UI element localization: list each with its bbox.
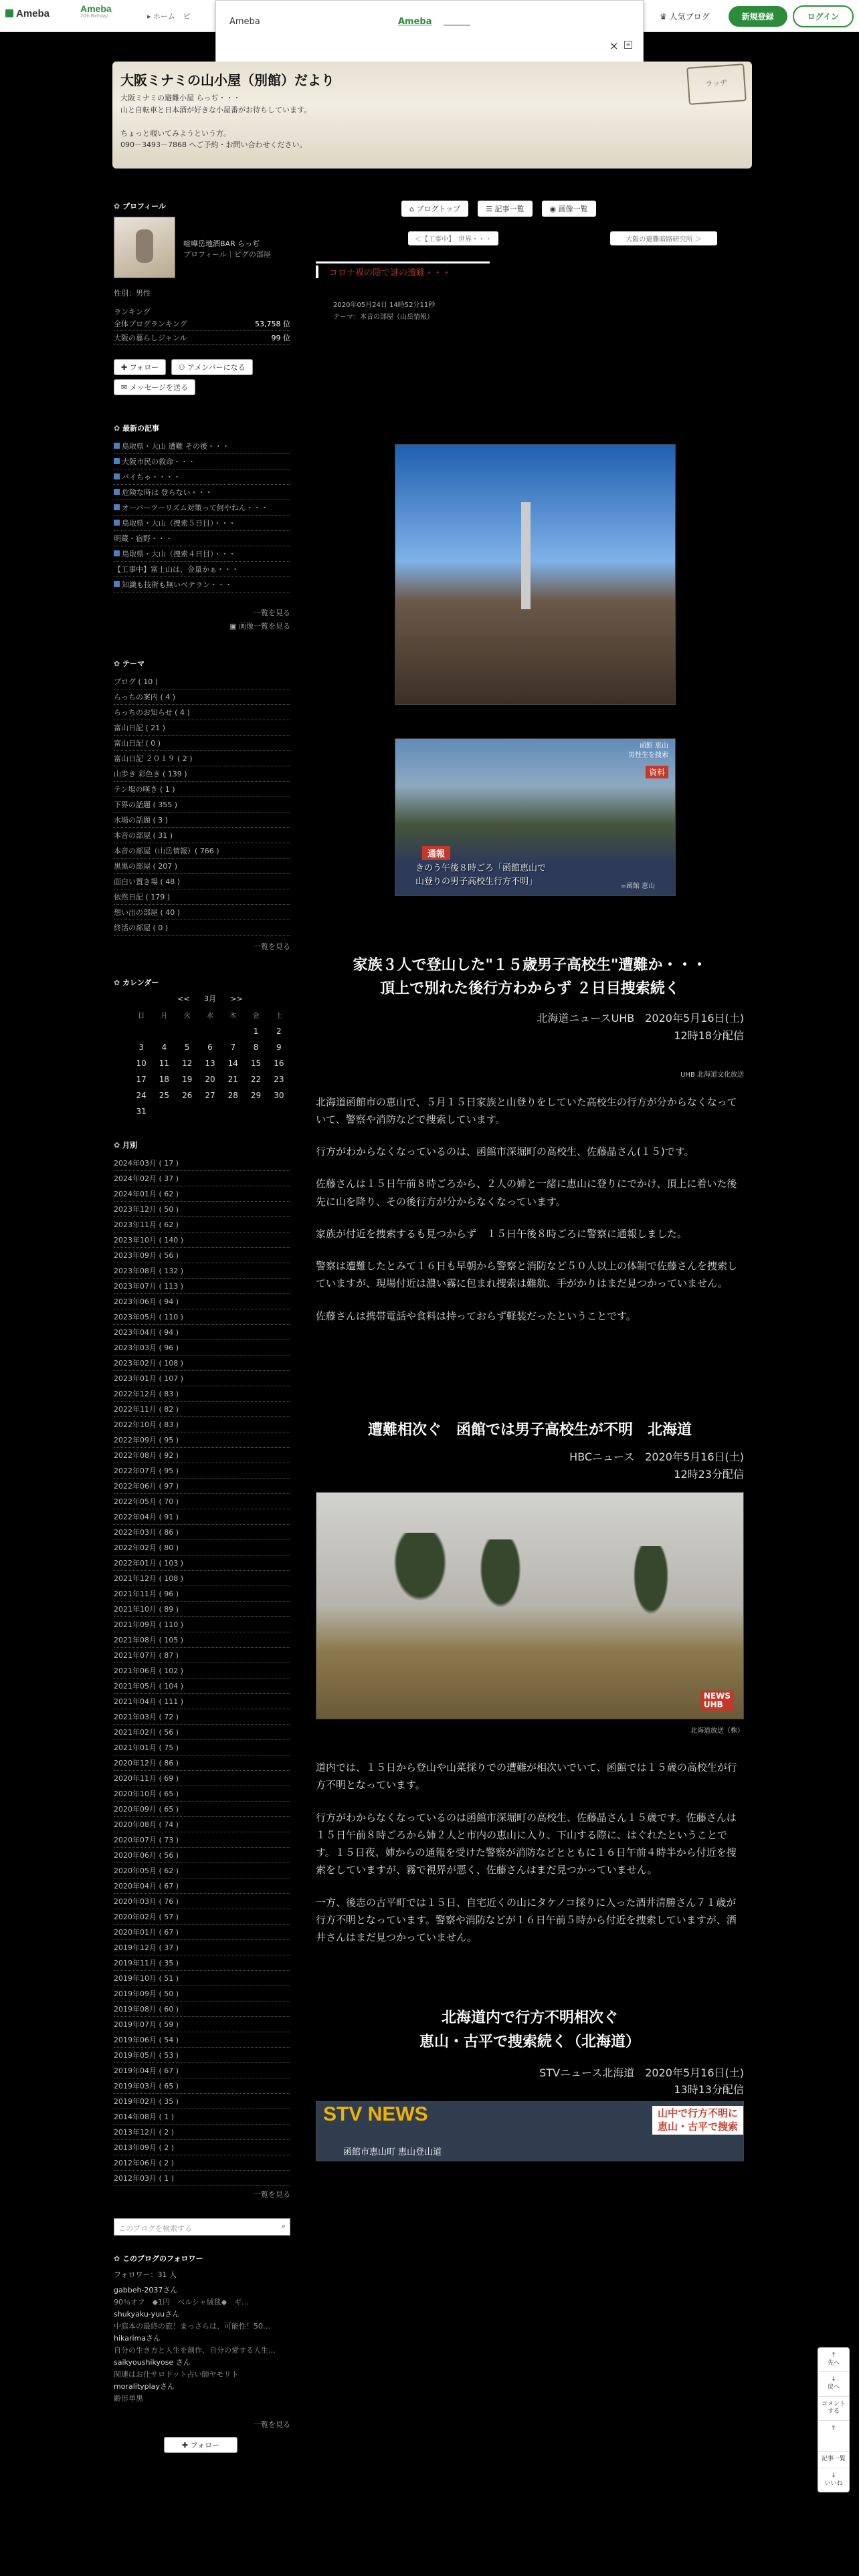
archive-item[interactable]: 2019年12月 ( 37 )	[114, 1940, 290, 1955]
tree-shape	[390, 1533, 450, 1606]
news-screenshot-photo	[395, 738, 676, 896]
article-paragraph: 一方、後志の古平町では１５日、自宅近くの山にタケノコ採りに入った酒井清勝さん７１歳が行方不明となっています。警察や消防などが１６日午前５時から付近を捜索していますが、酒井さんはまだ見つかっていません。	[316, 1896, 737, 1944]
archive-item[interactable]: 2023年05月 ( 110 )	[114, 1309, 290, 1325]
calendar-day[interactable]: 26	[182, 1091, 193, 1100]
calendar-day[interactable]: 22	[250, 1075, 262, 1084]
calendar-day	[153, 1103, 175, 1119]
calendar-weekday: 土	[275, 1012, 282, 1020]
prev-entry-link[interactable]: ＜【工事中】 世界・・・	[408, 231, 498, 245]
article-paragraph: 行方がわからなくなっているのは、函館市深堀町の高校生、佐藤晶さん(１５)です。	[316, 1146, 694, 1158]
calendar-week	[130, 1023, 290, 1039]
follower-description: 中庭本の最終の旅！まっさらは、可能性！50…	[114, 2322, 270, 2331]
recent-title: ✿ 最新の記事	[114, 423, 290, 433]
article2-credit: 北海道放送（株）	[690, 1727, 744, 1735]
next-article-button[interactable]: ↓ 戻へ	[818, 2372, 849, 2396]
calendar-day[interactable]: 10	[136, 1059, 147, 1068]
archive-item[interactable]: 2022年03月 ( 86 )	[114, 1525, 290, 1540]
archive-item[interactable]: 2013年12月 ( 2 )	[114, 2125, 290, 2140]
nav-pig-link[interactable]: ピ	[183, 12, 191, 21]
theme-item[interactable]: 依然日記 ( 179 )	[114, 889, 290, 905]
photo-tag: 資料	[646, 766, 668, 778]
archive-item[interactable]: 2023年03月 ( 96 )	[114, 1340, 290, 1356]
article-paragraph: 佐藤さんは１５日午前８時ごろから、２人の姉と一緒に恵山に登りにでかけ、頂上に着いた後先に山を降り、その後行方が分からなくなっています。	[316, 1178, 737, 1208]
followers-title: ✿ このブログのフォロワー	[114, 2253, 290, 2264]
rank-row-overall[interactable]: 全体ブログランキング 53,758 位	[114, 317, 290, 331]
calendar-day	[176, 1023, 199, 1039]
signup-button[interactable]: 新規登録	[729, 6, 787, 27]
calendar-title: ✿ カレンダー	[114, 977, 290, 988]
follow-bottom-button[interactable]: ✚ フォロー	[164, 2437, 237, 2453]
archive-item[interactable]: 2022年05月 ( 70 )	[114, 1494, 290, 1509]
archive-item[interactable]: 2023年04月 ( 94 )	[114, 1325, 290, 1340]
article2-byline: HBCニュース 2020年5月16日(土) 12時23分配信	[569, 1451, 744, 1481]
calendar-weekday: 金	[252, 1012, 260, 1020]
article1-credit: UHB 北海道文化放送	[680, 1071, 744, 1079]
calendar-day[interactable]: 29	[250, 1091, 262, 1100]
follower-name[interactable]: hikarimaさん	[114, 2334, 161, 2343]
theme-item[interactable]: ブログ ( 10 )	[114, 674, 290, 689]
recent-list	[114, 439, 290, 593]
comment-button[interactable]: コメント する	[818, 2397, 849, 2421]
calendar-day	[268, 1103, 290, 1119]
archive-item[interactable]: 2021年12月 ( 108 )	[114, 1571, 290, 1586]
archive-item[interactable]: 2023年06月 ( 94 )	[114, 1294, 290, 1309]
calendar-day[interactable]: 11	[159, 1059, 170, 1068]
article2-body	[316, 1759, 744, 1946]
image-list-button[interactable]: ◉ 画像一覧	[542, 201, 596, 217]
calendar-day	[244, 1103, 267, 1119]
blog-title[interactable]: 大阪ミナミの山小屋（別館）だより	[120, 72, 335, 88]
article2-headline: 遭難相次ぐ 函館では男子高校生が不明 北海道	[367, 1421, 692, 1438]
archive-item[interactable]: 2020年02月 ( 57 )	[114, 1909, 290, 1925]
calendar-weekday: 火	[183, 1012, 191, 1020]
theme-item[interactable]: 想い出の部屋 ( 40 )	[114, 905, 290, 920]
article3-headline: 北海道内で行方不明相次ぐ 恵山・古平で捜索続く（北海道）	[419, 2010, 640, 2050]
follower-name[interactable]: moralityplayさん	[114, 2382, 175, 2391]
archive-item[interactable]: 2022年09月 ( 95 )	[114, 1432, 290, 1448]
profile-title: ✿ プロフィール	[114, 201, 290, 211]
entry-meta	[316, 300, 744, 324]
profile-buttons	[114, 357, 290, 397]
article-icon	[114, 504, 120, 510]
follow-bottom-wrap	[114, 2435, 290, 2455]
follower-name[interactable]: shukyaku-yuuさん	[114, 2310, 180, 2319]
archive-item[interactable]: 2019年09月 ( 50 )	[114, 1986, 290, 2002]
archive-item[interactable]: 2023年08月 ( 132 )	[114, 1263, 290, 1279]
archive-item[interactable]: 2022年07月 ( 95 )	[114, 1463, 290, 1479]
calendar-day[interactable]: 1	[253, 1027, 259, 1036]
close-icon[interactable]: ×	[609, 39, 619, 52]
summit-photo	[395, 444, 676, 705]
profile-sublinks[interactable]: プロフィール｜ピグの部屋	[183, 250, 271, 259]
calendar-day[interactable]: 16	[274, 1059, 284, 1068]
archive-item[interactable]: 2022年04月 ( 91 )	[114, 1509, 290, 1525]
archive-item[interactable]: 2023年02月 ( 108 )	[114, 1356, 290, 1371]
archive-item[interactable]: 2021年01月 ( 75 )	[114, 1740, 290, 1755]
theme-item[interactable]: 本音の部屋 ( 31 )	[114, 828, 290, 843]
envelope-icon: ✉	[121, 383, 130, 392]
theme-item[interactable]: 富山日記 ２０１９ ( 2 )	[114, 751, 290, 766]
archive-item[interactable]: 2020年04月 ( 67 )	[114, 1879, 290, 1894]
calendar-day[interactable]: 23	[274, 1075, 284, 1084]
archive-item[interactable]: 2023年11月 ( 62 )	[114, 1217, 290, 1232]
archive-item[interactable]: 2019年11月 ( 35 )	[114, 1955, 290, 1971]
calendar-prev[interactable]: <<	[177, 994, 190, 1003]
calendar-day[interactable]: 8	[253, 1043, 259, 1052]
calendar-next[interactable]: >>	[230, 994, 243, 1003]
list-item[interactable]: 鳥取県・大山（捜索４日目）・・・	[114, 546, 290, 562]
article-paragraph: 家族が付近を捜索するも見つからず １５日午後８時ごろに警察に通報しました。	[316, 1227, 688, 1240]
archive-item[interactable]: 2022年08月 ( 92 )	[114, 1448, 290, 1463]
entry-pager	[408, 231, 717, 245]
calendar-header	[130, 993, 290, 1004]
stv-news-photo	[316, 2101, 744, 2161]
calendar-day	[221, 1103, 244, 1119]
theme-item[interactable]: 山歩き 彩色き ( 139 )	[114, 766, 290, 782]
article1-body	[316, 1093, 744, 1325]
calendar-week	[130, 1071, 290, 1087]
foggy-mountain-photo	[316, 1492, 744, 1719]
right-float-bar	[818, 2347, 850, 2492]
list-item[interactable]: 知識も技術も無いベテラン・・・	[114, 577, 290, 593]
list-item[interactable]: バイちゃ・・・・	[114, 469, 290, 485]
article3-byline: STVニュース北海道 2020年5月16日(土) 13時13分配信	[539, 2066, 744, 2097]
list-item[interactable]: オーバーツーリズム対策って何やねん・・・	[114, 500, 290, 516]
archive-item[interactable]: 2023年07月 ( 113 )	[114, 1279, 290, 1294]
message-button[interactable]: ✉ メッセージを送る	[114, 379, 195, 395]
calendar-day	[199, 1103, 221, 1119]
list-item[interactable]: 鳥取県・大山 遭難 その後・・・	[114, 439, 290, 454]
theme-item[interactable]: らっちのお知らせ ( 4 )	[114, 705, 290, 720]
theme-item[interactable]: 本音の部屋（山岳情報）( 766 )	[114, 843, 290, 859]
popular-blog-link[interactable]: ♛ 人気ブログ	[659, 12, 710, 21]
archive-item[interactable]: 2013年09月 ( 2 )	[114, 2140, 290, 2155]
photo-caption: きのう午後８時ごろ「函館恵山で 山登りの男子高校生行方不明」	[415, 863, 547, 887]
article-icon	[114, 489, 120, 495]
follower-list	[114, 2284, 290, 2404]
archive-item[interactable]: 2019年10月 ( 51 )	[114, 1971, 290, 1986]
archive-item[interactable]: 2019年07月 ( 59 )	[114, 2017, 290, 2032]
article-icon	[114, 550, 120, 556]
archive-item[interactable]: 2020年05月 ( 62 )	[114, 1863, 290, 1879]
calendar-day[interactable]: 9	[276, 1043, 282, 1052]
share-icon: ⇪	[831, 2425, 836, 2432]
calendar-day[interactable]: 3	[138, 1043, 144, 1052]
calendar-day[interactable]: 31	[136, 1107, 147, 1116]
stv-bottom-caption: 函館市恵山町 恵山登山道	[343, 2147, 442, 2157]
list-item[interactable]: 明蔵・宿野・・・	[114, 531, 290, 546]
article-list-button[interactable]: ☰ 記事一覧	[478, 201, 532, 217]
archive-item[interactable]: 2023年01月 ( 107 )	[114, 1371, 290, 1386]
calendar-day	[130, 1023, 153, 1039]
calendar-day	[221, 1023, 244, 1039]
tree-shape	[477, 1539, 524, 1613]
camera-icon: ◉	[549, 205, 559, 213]
images-more-link[interactable]: ▣ 画像一覧を見る	[229, 622, 290, 631]
blog-top-button[interactable]: ⌂ ブログトップ	[401, 201, 468, 217]
blog-nav-buttons	[401, 201, 744, 217]
header-stamp-image: ラッヂ	[686, 64, 747, 105]
home-icon: ▸	[147, 12, 154, 21]
calendar-day[interactable]: 14	[227, 1059, 238, 1068]
ameba-logo[interactable]: Ameba	[5, 8, 50, 19]
archive-item[interactable]: 2019年06月 ( 54 )	[114, 2032, 290, 2048]
archive-list	[114, 1156, 290, 2186]
prev-article-button[interactable]: ↑ 先へ	[818, 2348, 849, 2372]
article-paragraph: 道内では、１５日から登山や山菜採りでの遭難が相次いでいて、函館では１５歳の高校生が行方不明となっています。	[316, 1761, 737, 1792]
archive-item[interactable]: 2019年02月 ( 35 )	[114, 2094, 290, 2109]
archive-item[interactable]: 2023年10月 ( 140 )	[114, 1232, 290, 1248]
archive-item[interactable]: 2020年09月 ( 65 )	[114, 1802, 290, 1817]
follow-button[interactable]: ✚ フォロー	[114, 359, 166, 375]
calendar-weekday: 日	[138, 1012, 145, 1020]
archive-item[interactable]: 2019年05月 ( 53 )	[114, 2048, 290, 2063]
theme-list	[114, 674, 290, 936]
photo-label: 函館 恵山 男性生を捜索	[628, 742, 668, 759]
calendar-day[interactable]: 19	[182, 1075, 193, 1084]
profile-gender: 性別：男性	[114, 289, 151, 298]
popup-link[interactable]: Ameba	[398, 17, 432, 27]
archive-item[interactable]: 2024年01月 ( 62 )	[114, 1186, 290, 1202]
archive-item[interactable]: 2012年03月 ( 1 )	[114, 2171, 290, 2186]
tree-shape	[631, 1546, 671, 1620]
blog-description: 大阪ミナミの避難小屋 らっぢ・・・ 山と自転車と日本酒が好きな小屋番がお待ちしています。 ちょっと覗いてみようという方。 090－3493－7868 へご予約・お問い合わせください。	[120, 94, 312, 150]
calendar-day[interactable]: 15	[250, 1059, 262, 1068]
overlay-popup	[215, 0, 644, 70]
follower-description: 関連はお仕サロドット占い師ヤモリト	[114, 2370, 239, 2379]
calendar-day	[176, 1103, 199, 1119]
calendar-day[interactable]: 7	[230, 1043, 236, 1052]
list-item[interactable]: 大阪市民の救命・・・	[114, 454, 290, 469]
search-icon[interactable]: ⌕	[281, 2222, 286, 2230]
amember-icon: ⚇	[178, 363, 188, 372]
calendar-grid	[130, 1006, 290, 1119]
archive-item[interactable]: 2021年03月 ( 72 )	[114, 1709, 290, 1725]
article-list-float-button[interactable]: 記事一覧	[818, 2452, 849, 2468]
archive-item[interactable]: 2021年06月 ( 102 )	[114, 1663, 290, 1679]
calendar-day[interactable]: 30	[274, 1091, 284, 1100]
blog-search-input[interactable]: このブログを検索する ⌕	[114, 2218, 290, 2236]
news-logo: NEWS UHB	[700, 1691, 734, 1711]
calendar-day[interactable]: 27	[205, 1091, 215, 1100]
archive-item[interactable]: 2024年02月 ( 37 )	[114, 1171, 290, 1186]
archive-item[interactable]: 2022年11月 ( 82 )	[114, 1402, 290, 1417]
archive-item[interactable]: 2020年10月 ( 65 )	[114, 1786, 290, 1802]
archive-item[interactable]: 2022年02月 ( 80 )	[114, 1540, 290, 1555]
article-icon	[114, 520, 120, 526]
rank-row-genre[interactable]: 大阪の暮らしジャンル 99 位	[114, 331, 290, 345]
archive-item[interactable]: 2020年07月 ( 73 )	[114, 1832, 290, 1848]
follower-description: 90％オフ ◆1円 ベルシャ絨毯◆ ギ…	[114, 2298, 250, 2306]
archive-item[interactable]: 2022年01月 ( 103 )	[114, 1555, 290, 1571]
image-icon: ▣	[229, 622, 239, 631]
archive-item[interactable]: 2023年09月 ( 56 )	[114, 1248, 290, 1263]
archive-item[interactable]: 2019年04月 ( 67 )	[114, 2063, 290, 2078]
follower-description: 齢形単黒	[114, 2394, 143, 2403]
menu-icon[interactable]: ≡	[624, 41, 632, 49]
list-item[interactable]: 危険な時は 登らない・・・	[114, 485, 290, 500]
theme-more-link[interactable]: 一覧を見る	[254, 942, 290, 951]
theme-item[interactable]: 下界の話題 ( 355 )	[114, 797, 290, 813]
archive-item[interactable]: 2012年06月 ( 2 )	[114, 2155, 290, 2171]
calendar-day[interactable]: 6	[207, 1043, 213, 1052]
theme-item[interactable]: 面白い置き場 ( 48 )	[114, 874, 290, 889]
calendar-day[interactable]: 4	[161, 1043, 167, 1052]
home-icon: ⌂	[409, 205, 417, 213]
blog-header	[112, 62, 752, 169]
calendar-weekday: 月	[161, 1012, 168, 1020]
archive-item[interactable]: 2020年08月 ( 74 )	[114, 1817, 290, 1832]
archive-item[interactable]: 2020年12月 ( 86 )	[114, 1755, 290, 1771]
calendar-weekday: 木	[229, 1012, 237, 1020]
stv-caption-box: 山中で行方不明に 恵山・古平で捜索	[652, 2106, 743, 2135]
archive-item[interactable]: 2021年10月 ( 89 )	[114, 1602, 290, 1617]
next-entry-link[interactable]: 大阪の避難暗路研究所 ＞	[610, 231, 717, 245]
calendar	[130, 993, 290, 1119]
archive-item[interactable]: 2021年09月 ( 110 )	[114, 1617, 290, 1632]
theme-item[interactable]: 水場の話題 ( 3 )	[114, 813, 290, 828]
article-paragraph: 佐藤さんは携帯電話や食料は持っておらず軽装だったということです。	[316, 1309, 636, 1322]
archive-more-link[interactable]: 一覧を見る	[254, 2190, 290, 2199]
calendar-day[interactable]: 18	[159, 1075, 170, 1084]
list-item[interactable]: 鳥取県・大山（捜索５日目）・・・	[114, 516, 290, 531]
followers-more-link[interactable]: 一覧を見る	[254, 2420, 290, 2429]
theme-item[interactable]: 黒黒の部屋 ( 207 )	[114, 859, 290, 874]
nav-home-link[interactable]: ホーム	[153, 12, 176, 21]
calendar-day[interactable]: 5	[184, 1043, 190, 1052]
calendar-day[interactable]: 17	[136, 1075, 147, 1084]
stv-logo: STV NEWS	[323, 2103, 428, 2125]
archive-title: ✿ 月別	[114, 1140, 290, 1150]
archive-item[interactable]: 2022年10月 ( 83 )	[114, 1417, 290, 1432]
article-icon	[114, 473, 120, 479]
theme-item[interactable]: 富山日記 ( 0 )	[114, 736, 290, 751]
list-item[interactable]: 【工事中】富士山は、金量かぁ・・・	[114, 562, 290, 577]
calendar-day[interactable]: 20	[205, 1075, 215, 1084]
photo-caption-badge: 通報	[422, 846, 450, 860]
calendar-week	[130, 1055, 290, 1071]
calendar-day[interactable]: 25	[159, 1091, 170, 1100]
follower-count: フォロワー：31 人	[114, 2270, 177, 2279]
calendar-week	[130, 1103, 290, 1119]
top-right-actions	[660, 5, 854, 27]
article-icon	[114, 458, 120, 464]
archive-item[interactable]: 2020年06月 ( 56 )	[114, 1848, 290, 1863]
profile-box	[114, 217, 290, 278]
archive-item[interactable]: 2021年08月 ( 105 )	[114, 1632, 290, 1648]
list-icon: ☰	[486, 205, 495, 213]
follower-name[interactable]: saikyoushikyose さん	[114, 2358, 191, 2367]
archive-item[interactable]: 2021年04月 ( 111 )	[114, 1694, 290, 1709]
entry-title[interactable]: コロナ禍の陰で謎の遭難・・・	[316, 265, 744, 278]
archive-item[interactable]: 2014年08月 ( 1 )	[114, 2109, 290, 2125]
archive-item[interactable]: 2021年05月 ( 104 )	[114, 1679, 290, 1694]
article-paragraph: 警察は遭難したとみて１６日も早朝から警察と消防など５０人以上の体制で佐藤さんを捜索していますが、現場付近は濃い霧に包まれ捜索は難航、手がかりはまだ見つかっていません。	[316, 1260, 738, 1290]
archive-item[interactable]: 2019年03月 ( 65 )	[114, 2078, 290, 2094]
article-icon	[114, 443, 120, 449]
theme-title: ✿ テーマ	[114, 658, 290, 669]
top-nav	[147, 11, 191, 21]
entry-theme-link[interactable]: テーマ：本音の部屋（山岳情報）	[333, 314, 434, 321]
theme-item[interactable]: らっちの案内 ( 4 )	[114, 689, 290, 705]
amember-button[interactable]: ⚇ アメンバーになる	[171, 359, 253, 375]
archive-item[interactable]: 2023年12月 ( 50 )	[114, 1202, 290, 1217]
archive-item[interactable]: 2021年02月 ( 56 )	[114, 1725, 290, 1740]
archive-item[interactable]: 2020年11月 ( 69 )	[114, 1771, 290, 1786]
photo-source: =函館 恵山	[620, 883, 655, 890]
avatar[interactable]	[114, 217, 175, 278]
archive-item[interactable]: 2021年07月 ( 87 )	[114, 1648, 290, 1663]
archive-item[interactable]: 2022年12月 ( 83 )	[114, 1386, 290, 1402]
calendar-weekday: 水	[206, 1012, 213, 1020]
main-content	[316, 201, 744, 2161]
summit-marker	[521, 502, 531, 609]
ranking-title: ランキング	[114, 308, 151, 316]
calendar-day[interactable]: 12	[182, 1059, 193, 1068]
article-icon	[114, 581, 120, 587]
archive-item[interactable]: 2020年03月 ( 76 )	[114, 1894, 290, 1909]
archive-item[interactable]: 2019年08月 ( 60 )	[114, 2002, 290, 2017]
archive-item[interactable]: 2021年11月 ( 96 )	[114, 1586, 290, 1602]
article1-headline: 家族３人で登山した"１５歳男子高校生"遭難か・・・ 頂上で別れた後行方わからず ２日目捜索続く	[353, 957, 707, 998]
share-button[interactable]	[818, 2421, 849, 2452]
archive-item[interactable]: 2022年06月 ( 97 )	[114, 1479, 290, 1494]
calendar-day[interactable]: 24	[136, 1091, 147, 1100]
calendar-day[interactable]: 28	[227, 1091, 238, 1100]
calendar-day[interactable]: 13	[205, 1059, 215, 1068]
article-paragraph: 行方がわからなくなっているのは函館市深堀町の高校生、佐藤晶さん１５歳です。佐藤さんは１５日午前８時ごろから姉２人と市内の恵山に入り、下山する際に、はぐれたということです。１５日夜、姉からの通報を受けた警察が消防などとともに１６日午前４時半から付近を捜索をしていますが、霧で視界が悪く、佐藤さんはまだ見つかっていません。	[316, 1811, 737, 1876]
follower-description: 自分の生き方と人生を創作、自分の愛する人生…	[114, 2346, 276, 2355]
calendar-day[interactable]: 21	[227, 1075, 238, 1084]
follower-name[interactable]: gabbeh-2037さん	[114, 2286, 178, 2294]
article1-byline: 北海道ニュースUHB 2020年5月16日(土) 12時18分配信	[537, 1012, 744, 1042]
archive-item[interactable]: 2024年03月 ( 17 )	[114, 1156, 290, 1171]
profile-name[interactable]: 喧嘩岳地酒BAR らっぢ	[183, 239, 260, 248]
calendar-month: 3月	[204, 994, 216, 1003]
calendar-day	[153, 1023, 175, 1039]
login-button[interactable]: ログイン	[793, 5, 854, 27]
like-button[interactable]: ↓ いいね	[824, 2472, 843, 2487]
entry-date: 2020年05月24日 14時52分11秒	[333, 302, 436, 309]
calendar-week	[130, 1087, 290, 1103]
theme-item[interactable]: テン場の嘆き ( 1 )	[114, 782, 290, 797]
archive-item[interactable]: 2020年01月 ( 67 )	[114, 1925, 290, 1940]
calendar-day	[199, 1023, 221, 1039]
theme-item[interactable]: 終活の部屋 ( 0 )	[114, 920, 290, 936]
article-paragraph: 北海道函館市の恵山で、５月１５日家族と山登りをしていた高校生の行方が分からなくなっていて、警察や消防などで捜索しています。	[316, 1095, 737, 1125]
crown-icon: ♛	[659, 12, 670, 21]
ameba-20th-logo[interactable]: Ameba 20th Birthday	[80, 3, 112, 19]
calendar-day[interactable]: 2	[276, 1027, 282, 1036]
calendar-week	[130, 1039, 290, 1055]
sidebar	[114, 201, 290, 2455]
recent-more-link[interactable]: 一覧を見る	[254, 609, 290, 617]
popup-text-a: Ameba	[229, 17, 260, 27]
theme-item[interactable]: 富山日記 ( 21 )	[114, 720, 290, 736]
